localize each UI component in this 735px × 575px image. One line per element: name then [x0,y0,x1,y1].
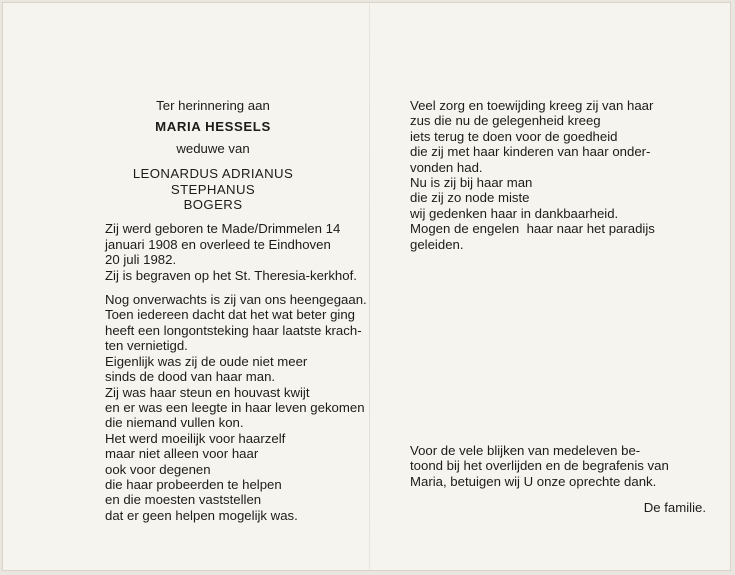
poem-line: vonden had. [410,159,483,175]
poem-line: maar niet alleen voor haar [105,446,259,462]
husband-name-line2: BOGERS [183,197,243,213]
bio-line: januari 1908 en overleed te Eindhoven [105,236,331,252]
remembrance-heading: Ter herinnering aan [156,98,270,113]
poem-line: geleiden. [410,236,464,252]
card-fold [369,3,370,570]
thanks-line: Maria, betuigen wij U onze oprechte dank. [410,473,657,489]
poem-line: die niemand vullen kon. [105,415,244,431]
poem-line: Eigenlijk was zij de oude niet meer [105,353,308,369]
poem-line: die haar probeerden te helpen [105,476,282,492]
bio-line: 20 juli 1982. [105,252,177,268]
poem-line: die zij met haar kinderen van haar onder- [410,144,651,160]
poem-line: ook voor degenen [105,461,211,477]
bio-line: Zij is begraven op het St. Theresia-kerkhof. [105,267,357,283]
intro-block [115,98,311,156]
poem-line: wij gedenken haar in dankbaarheid. [410,205,619,221]
poem-line: ten vernietigd. [105,338,188,354]
bio-line: Zij werd geboren te Made/Drimmelen 14 [105,221,341,237]
thanks-line: toond bij het overlijden en de begrafenis van [410,458,669,474]
poem-line: Toen iedereen dacht dat het wat beter ging [105,307,356,323]
left-poem [105,292,367,523]
memorial-card [2,2,731,571]
signature: De familie. [643,500,706,516]
poem-line: Mogen de engelen haar naar het paradijs [410,221,655,237]
poem-line: zus die nu de gelegenheid kreeg [410,113,601,129]
poem-line: dat er geen helpen mogelijk was. [105,507,298,523]
poem-line: die zij zo node miste [410,190,530,206]
poem-line: iets terug te doen voor de goedheid [410,128,618,144]
poem-line: Nu is zij bij haar man [410,175,533,191]
poem-line: Veel zorg en toewijding kreeg zij van haar [410,98,654,113]
husband-name-line1: LEONARDUS ADRIANUS STEPHANUS [132,166,294,197]
deceased-name: MARIA HESSELS [155,119,271,135]
poem-line: en die moesten vaststellen [105,492,262,508]
thanks-line: Voor de vele blijken van medeleven be- [410,443,641,458]
poem-line: Zij was haar steun en houvast kwijt [105,384,310,400]
poem-line: en er was een leegte in haar leven gekomen [105,399,365,415]
relation-text: weduwe van [176,140,250,156]
biography [105,221,357,283]
left-panel [105,98,367,523]
poem-line: sinds de dood van haar man. [105,369,276,385]
thanks-block [410,443,706,516]
right-poem [410,98,706,252]
poem-line: Nog onverwachts is zij van ons heengegaan. [105,292,367,308]
right-panel [410,98,706,516]
poem-line: heeft een longontsteking haar laatste krach- [105,322,362,338]
poem-line: Het werd moeilijk voor haarzelf [105,430,286,446]
